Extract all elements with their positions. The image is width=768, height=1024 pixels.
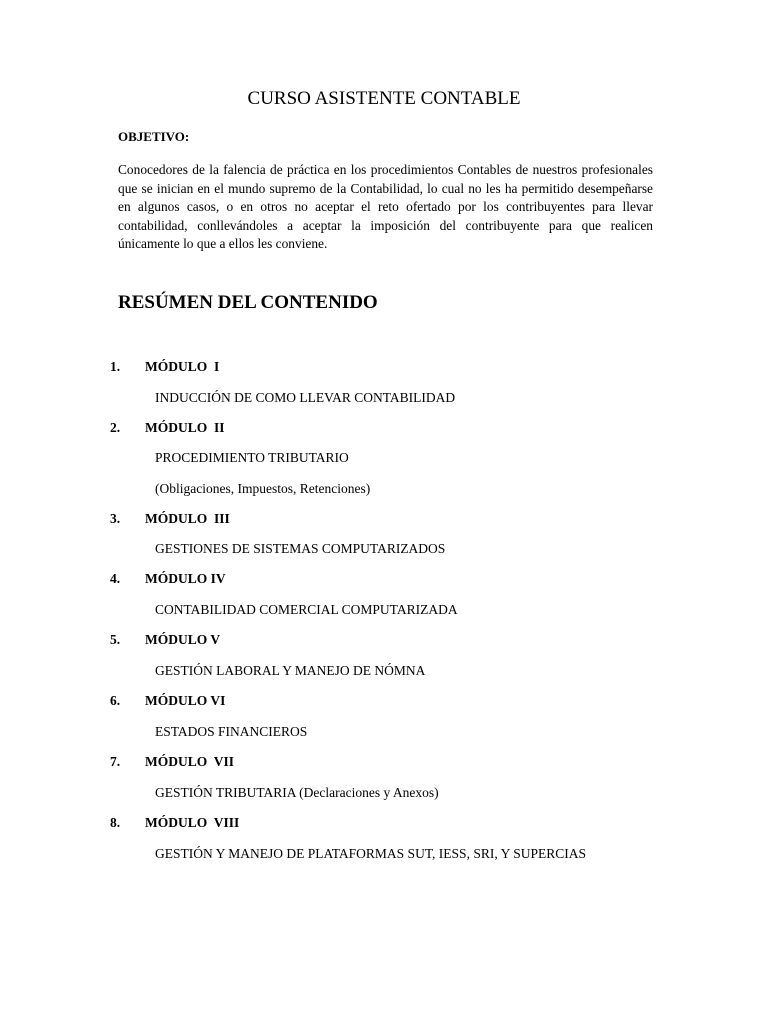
module-description: CONTABILIDAD COMERCIAL COMPUTARIZADA — [155, 602, 458, 617]
module-title: MÓDULO IV — [145, 571, 226, 586]
module-description: GESTIÓN LABORAL Y MANEJO DE NÓMNA — [155, 663, 426, 678]
module-description: INDUCCIÓN DE COMO LLEVAR CONTABILIDAD — [155, 390, 456, 405]
document-title: CURSO ASISTENTE CONTABLE — [247, 88, 521, 109]
module-title: MÓDULO I — [145, 359, 220, 374]
module-number: 2. — [110, 420, 121, 435]
summary-heading: RESÚMEN DEL CONTENIDO — [118, 292, 378, 313]
module-title: MÓDULO II — [145, 420, 225, 435]
module-number: 3. — [110, 511, 121, 526]
module-title: MÓDULO VII — [145, 754, 235, 769]
module-title: MÓDULO VI — [145, 693, 226, 708]
module-description: PROCEDIMIENTO TRIBUTARIO — [155, 450, 349, 465]
module-title: MÓDULO III — [145, 511, 230, 526]
module-number: 8. — [110, 815, 121, 830]
module-title: MÓDULO V — [145, 632, 221, 647]
module-title: MÓDULO VIII — [145, 815, 240, 830]
module-description: GESTIÓN Y MANEJO DE PLATAFORMAS SUT, IESS, SRI, Y SUPERCIAS — [155, 846, 586, 861]
module-description: (Obligaciones, Impuestos, Retenciones) — [155, 481, 371, 496]
module-number: 4. — [110, 571, 121, 586]
module-number: 5. — [110, 632, 121, 647]
module-number: 7. — [110, 754, 121, 769]
module-number: 1. — [110, 359, 121, 374]
module-description: GESTIÓN TRIBUTARIA (Declaraciones y Anexos) — [155, 785, 439, 800]
module-description: GESTIONES DE SISTEMAS COMPUTARIZADOS — [155, 541, 446, 556]
module-description: ESTADOS FINANCIEROS — [155, 724, 308, 739]
module-number: 6. — [110, 693, 121, 708]
objective-paragraph: Conocedores de la falencia de práctica en los procedimientos Contables de nuestros profesionales que se inician en el mundo supremo de la Contabilidad, lo cual no les ha permitido desempeñarse en algunos casos, o en otros no aceptar el reto ofertado por los contribuyentes para llevar contabilidad, conllevándoles a aceptar la imposición del contribuyente para que realicen únicamente lo que a ellos les conviene. — [118, 162, 653, 251]
objective-label: OBJETIVO: — [118, 129, 190, 144]
